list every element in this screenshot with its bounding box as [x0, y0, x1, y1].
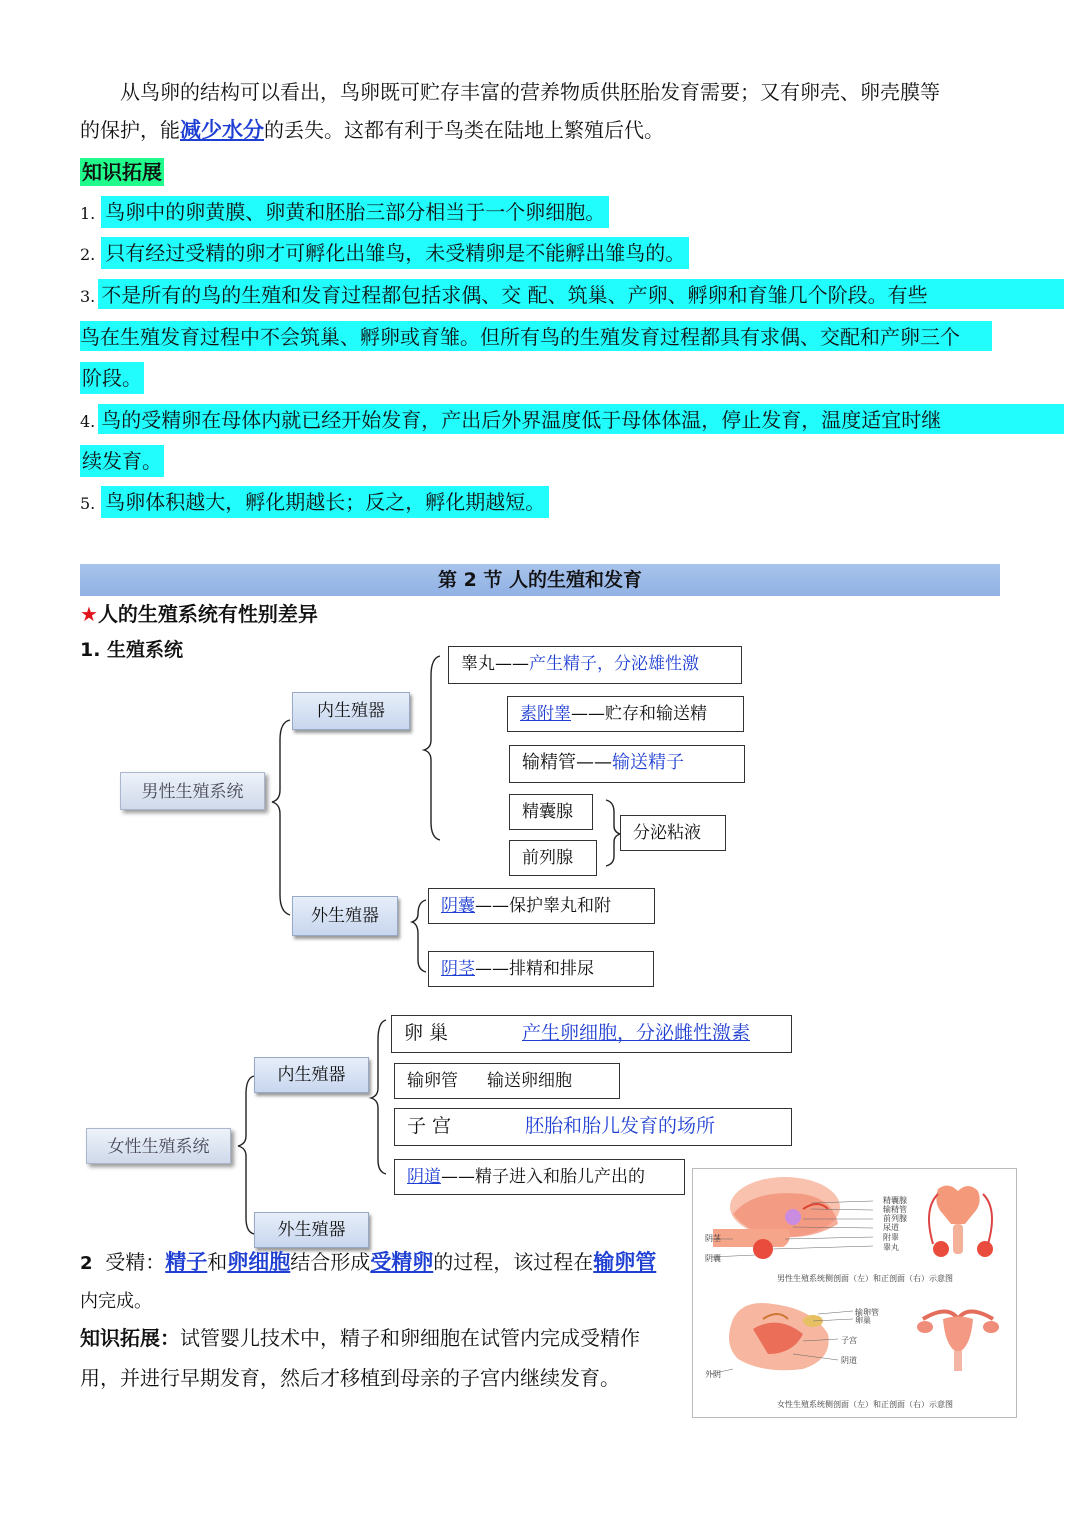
organ-name: 睾丸—— [461, 654, 529, 674]
female-left-label: 外阴 [705, 1370, 721, 1379]
box-seminal-vesicle: 精囊腺 [509, 794, 593, 830]
organ-function: ——精子进入和胎儿产出的 [441, 1167, 645, 1187]
section-title: 第 2 节 人的生殖和发育 [80, 564, 1000, 596]
organ-function: ——贮存和输送精 [571, 704, 707, 724]
organ-name: 阴囊 [441, 896, 475, 916]
star-icon: ★ [80, 602, 98, 626]
fert-extension [80, 1318, 640, 1358]
intro-line-1: 从鸟卵的结构可以看出，鸟卵既可贮存丰富的营养物质供胚胎发育需要；又有卵壳、卵壳膜等 [120, 80, 940, 104]
item-text: 只有经过受精的卵才可孵化出雏鸟，未受精卵是不能孵出雏鸟的。 [101, 237, 689, 269]
box-uterus [394, 1108, 792, 1146]
fertilization-line [80, 1242, 656, 1284]
box-epididymis [507, 696, 744, 732]
knowledge-label: 知识拓展： [80, 1326, 180, 1350]
female-internal-organs: 内生殖器 [254, 1057, 369, 1093]
intro-text: 的保护，能 [80, 118, 180, 142]
female-front-section [917, 1312, 999, 1372]
organ-name: 阴道 [407, 1167, 441, 1187]
sub-heading-reproductive-system: 1. 生殖系统 [80, 639, 184, 661]
box-oviduct [394, 1063, 620, 1099]
male-system-box: 男性生殖系统 [120, 772, 265, 810]
organ-name: 输精管—— [522, 752, 612, 773]
fert-label: 受精： [105, 1250, 166, 1274]
organ-name: 阴茎 [441, 959, 475, 979]
organ-function: ——保护睾丸和附 [475, 896, 611, 916]
box-vas-deferens [509, 745, 745, 783]
male-internal-organs: 内生殖器 [292, 692, 410, 730]
female-caption: 女性生殖系统侧剖面（左）和正剖面（右）示意图 [777, 1400, 953, 1409]
male-caption: 男性生殖系统侧剖面（左）和正剖面（右）示意图 [777, 1274, 953, 1283]
male-label: 输精管 [883, 1205, 907, 1214]
female-side-section [729, 1303, 829, 1370]
male-side-section [713, 1177, 840, 1259]
organ-function: 输送卵细胞 [487, 1071, 572, 1091]
item-text: 鸟在生殖发育过程中不会筑巢、孵卵或育雏。但所有鸟的生殖发育过程都具有求偶、交配和产卵三个 [80, 325, 960, 349]
subtitle-text: 人的生殖系统有性别差异 [97, 602, 318, 626]
box-ovary [391, 1015, 792, 1053]
fert-text: 的过程，该过程在 [433, 1250, 594, 1274]
male-label: 前列腺 [883, 1214, 907, 1223]
box-vagina [394, 1159, 685, 1195]
box-prostate: 前列腺 [509, 840, 597, 876]
organ-function: ——排精和排尿 [475, 959, 594, 979]
item-text: 续发育。 [80, 445, 164, 477]
fert-text: 结合形成 [290, 1250, 371, 1274]
bracket-male-system [272, 720, 290, 915]
male-label: 睾丸 [883, 1243, 899, 1252]
male-left-label: 阴茎 [705, 1234, 721, 1243]
organ-name: 素附睾 [520, 704, 571, 724]
bracket-male-external [412, 900, 426, 972]
box-scrotum [428, 888, 655, 924]
anatomy-figure [692, 1168, 1017, 1418]
organ-name: 子 宫 [407, 1115, 452, 1137]
answer-sperm: 精子 [165, 1250, 208, 1274]
fert-text: 和 [207, 1250, 228, 1274]
organ-name: 输卵管 [407, 1071, 458, 1091]
item-number: 5. [80, 494, 96, 513]
answer-reduce-water: 减少水分 [180, 118, 264, 142]
item-number: 4. [80, 412, 96, 431]
box-testis [448, 646, 742, 684]
organ-function: 产生精子，分泌雄性激 [529, 654, 699, 674]
item-number: 1. [80, 204, 96, 223]
male-left-label: 阴囊 [705, 1254, 721, 1263]
item-text: 鸟卵体积越大，孵化期越长；反之，孵化期越短。 [101, 486, 549, 518]
ext-text: 试管婴儿技术中，精子和卵细胞在试管内完成受精作 [180, 1326, 640, 1350]
item-text: 鸟卵中的卵黄膜、卵黄和胚胎三部分相当于一个卵细胞。 [101, 196, 609, 228]
organ-name: 卵 巢 [404, 1022, 449, 1044]
organ-function: 输送精子 [612, 752, 684, 773]
intro-text: 的丢失。这都有利于鸟类在陆地上繁殖后代。 [264, 118, 664, 142]
item-number: 2 [80, 1253, 93, 1274]
box-penis [428, 951, 654, 987]
anatomy-illustration [693, 1169, 1016, 1417]
female-system-box: 女性生殖系统 [86, 1128, 231, 1164]
bracket-female-system [238, 1076, 254, 1234]
bracket-female-internal [371, 1020, 386, 1174]
item-text: 鸟的受精卵在母体内就已经开始发育，产出后外界温度低于母体体温，停止发育，温度适宜时继 [101, 408, 942, 432]
item-number: 2. [80, 245, 96, 264]
organ-function: 胚胎和胎儿发育的场所 [525, 1115, 716, 1137]
item-text: 不是所有的鸟的生殖和发育过程都包括求偶、交 配、筑巢、产卵、孵卵和育雏几个阶段。有些 [101, 283, 928, 307]
male-label: 附睾 [883, 1233, 899, 1242]
bracket-male-internal [424, 656, 440, 840]
female-label: 子宫 [841, 1336, 857, 1345]
fert-extension-line-2: 用，并进行早期发育，然后才移植到母亲的子宫内继续发育。 [80, 1366, 620, 1390]
knowledge-heading-label: 知识拓展 [82, 160, 162, 184]
item-text: 阶段。 [80, 362, 144, 394]
male-label: 精囊腺 [883, 1196, 907, 1205]
item-number: 3. [80, 287, 96, 306]
female-label: 输卵管 [855, 1308, 879, 1317]
answer-oviduct: 输卵管 [593, 1250, 657, 1274]
box-secrete-mucus: 分泌粘液 [620, 815, 726, 851]
fert-line-2: 内完成。 [80, 1291, 152, 1312]
female-label: 阴道 [841, 1356, 857, 1365]
female-label: 卵巢 [855, 1316, 871, 1325]
organ-function: 产生卵细胞，分泌雌性激素 [522, 1022, 751, 1044]
male-front-section [929, 1185, 993, 1257]
answer-egg-cell: 卵细胞 [227, 1250, 291, 1274]
answer-zygote: 受精卵 [370, 1250, 434, 1274]
female-external-organs: 外生殖器 [254, 1212, 369, 1248]
bracket-glands [606, 800, 620, 866]
male-external-organs: 外生殖器 [292, 896, 398, 936]
male-label: 尿道 [883, 1223, 899, 1232]
